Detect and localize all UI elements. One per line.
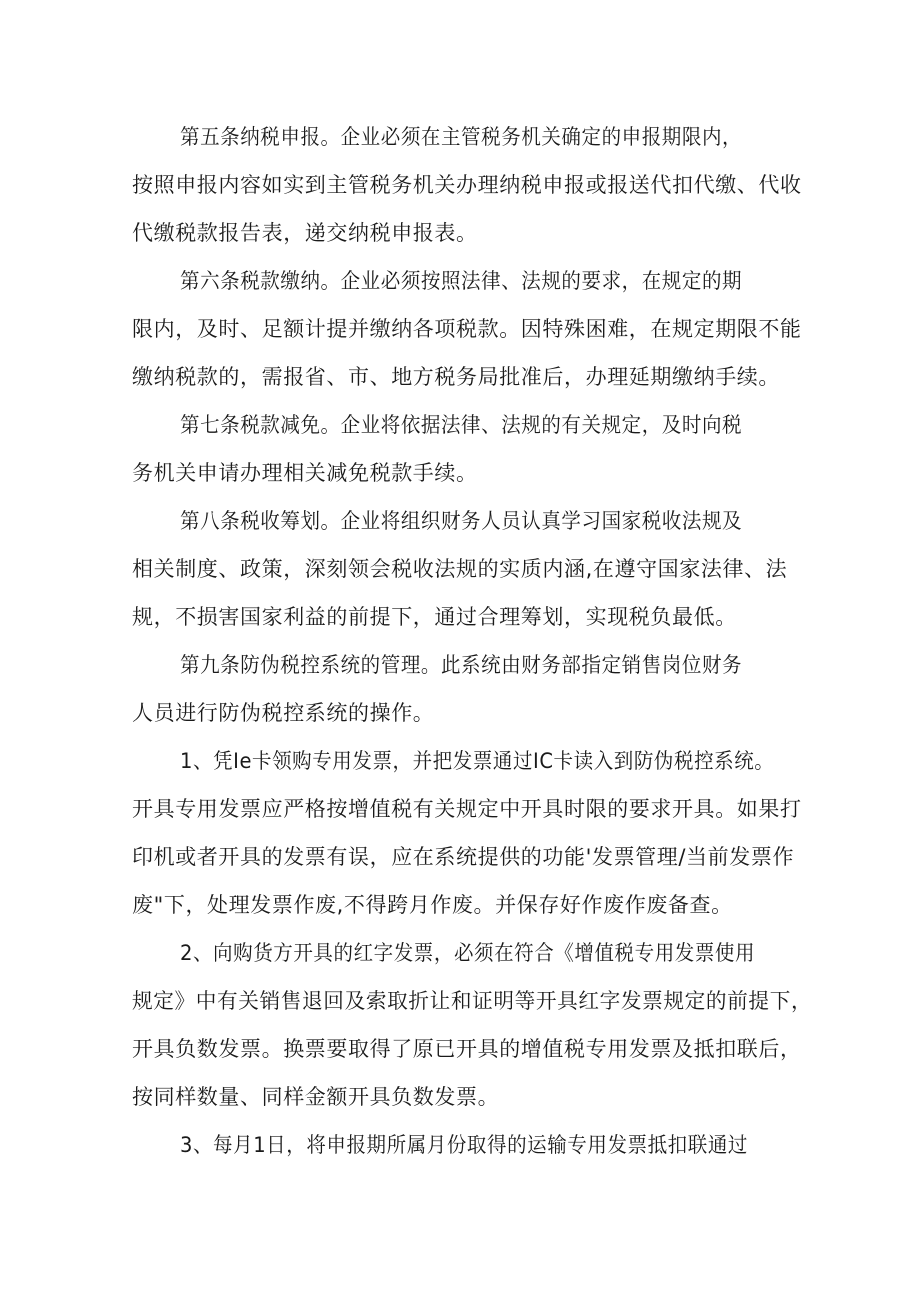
text-line: 按同样数量、同样金额开具负数发票。	[132, 1085, 500, 1109]
text-line: 第五条纳税申报。企业必须在主管税务机关确定的申报期限内，	[180, 125, 743, 149]
text-line: 代缴税款报告表，递交纳税申报表。	[132, 221, 478, 245]
text-line: 第七条税款减免。企业将依据法律、法规的有关规定，及时向税	[180, 413, 743, 437]
text-line: 废"下，处理发票作废,不得跨月作废。并保存好作废作废备查。	[132, 893, 733, 917]
text-line: 人员进行防伪税控系统的操作。	[132, 701, 435, 725]
text-line: 2、向购货方开具的红字发票，必须在符合《增值税专用发票使用	[180, 941, 756, 965]
text-line: 规，不损害国家利益的前提下，通过合理筹划，实现税负最低。	[132, 605, 737, 629]
text-line: 开具专用发票应严格按增值税有关规定中开具时限的要求开具。如果打	[132, 797, 802, 821]
text-line: 第八条税收筹划。企业将组织财务人员认真学习国家税收法规及	[180, 509, 743, 533]
text-line: 限内，及时、足额计提并缴纳各项税款。因特殊困难，在规定期限不能	[132, 317, 802, 341]
text-line: 印机或者开具的发票有误，应在系统提供的功能'发票管理/当前发票作	[132, 845, 795, 869]
text-line: 按照申报内容如实到主管税务机关办理纳税申报或报送代扣代缴、代收	[132, 173, 802, 197]
text-line: 3、每月1日，将申报期所属月份取得的运输专用发票抵扣联通过	[180, 1133, 748, 1157]
text-line: 第六条税款缴纳。企业必须按照法律、法规的要求，在规定的期	[180, 269, 743, 293]
text-line: 开具负数发票。换票要取得了原已开具的增值税专用发票及抵扣联后，	[132, 1037, 802, 1061]
text-line: 第九条防伪税控系统的管理。此系统由财务部指定销售岗位财务	[180, 653, 743, 677]
text-line: 务机关申请办理相关减免税款手续。	[132, 461, 478, 485]
text-line: 缴纳税款的，需报省、市、地方税务局批准后，办理延期缴纳手续。	[132, 365, 780, 389]
text-line: 规定》中有关销售退回及索取折让和证明等开具红字发票规定的前提下，	[132, 989, 813, 1013]
text-line: 1、凭Ie卡领购专用发票，并把发票通过IC卡读入到防伪税控系统。	[180, 749, 775, 773]
text-line: 相关制度、政策，深刻领会税收法规的实质内涵,在遵守国家法律、法	[132, 557, 788, 581]
